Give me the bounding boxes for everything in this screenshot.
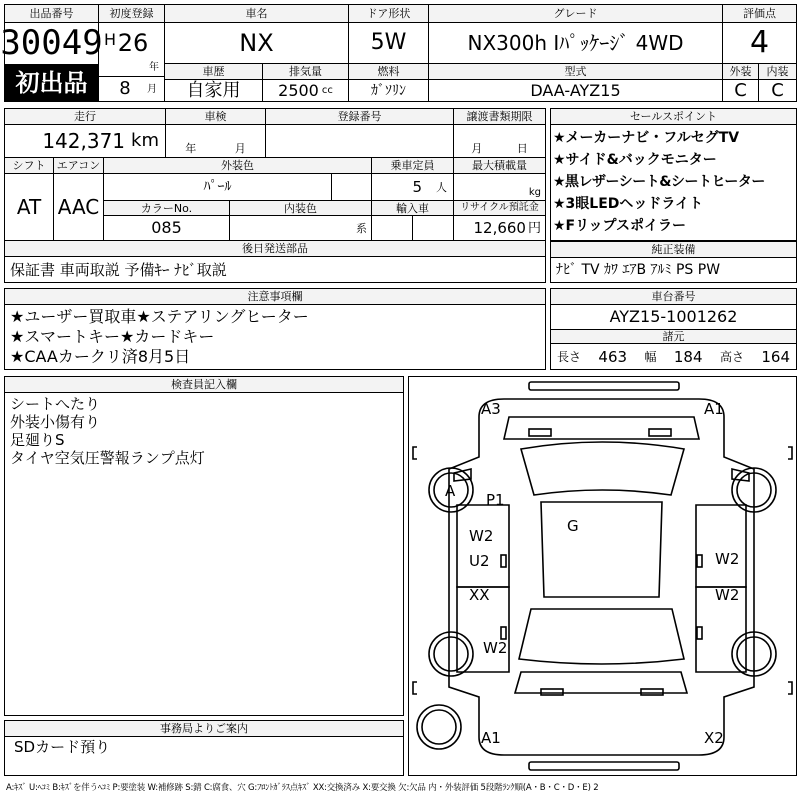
capacity: [371, 174, 453, 200]
note-line: ★CAAカークリ済8月5日: [10, 347, 191, 366]
exterior-label: 外装: [723, 64, 759, 80]
inspector-label: 検査員記入欄: [5, 377, 403, 393]
later-label: 後日発送部品: [5, 241, 545, 257]
transfer-day-unit: 日: [516, 142, 528, 155]
mark-a: A: [445, 482, 456, 500]
sales-point-item: ★サイド&バックモニター: [553, 152, 717, 168]
import-label: 輸入車: [371, 201, 453, 216]
notes-label: 注意事項欄: [5, 289, 545, 305]
month-unit: 月: [147, 84, 157, 95]
sales-points-list: [553, 127, 796, 237]
load: [453, 174, 545, 200]
fuel: ｶﾞｿﾘﾝ: [371, 82, 406, 99]
width-label: 幅: [644, 350, 657, 364]
era: H: [103, 30, 117, 49]
transfer-month-unit: 月: [471, 142, 483, 155]
sales-point-item: ★3眼LEDヘッドライト: [553, 196, 703, 212]
shift-label: シフト: [5, 158, 53, 174]
ac-label: エアコン: [53, 158, 103, 174]
inspector-line: シートへたり: [10, 395, 101, 413]
import-value: [371, 216, 412, 240]
shift: AT: [16, 195, 42, 219]
plate-value: [265, 125, 453, 157]
inspector-notes: [10, 395, 400, 467]
specs-row: [551, 345, 796, 369]
color-no-label: カラーNo.: [103, 201, 229, 216]
mileage-label: 走行: [5, 109, 165, 125]
capacity-value: 5: [412, 177, 422, 196]
mark-xx: XX: [469, 586, 490, 604]
later-items: 保証書 車両取説 予備ｷｰ ﾅﾋﾞ取説: [10, 260, 227, 279]
recycle: [453, 216, 545, 240]
mileage: [5, 125, 165, 157]
transfer-value: [453, 125, 545, 157]
grade-label: グレード: [429, 5, 722, 23]
interior-color-unit: 系: [356, 221, 367, 235]
lot-no-label: 出品番号: [5, 5, 98, 23]
inspector-line: 外装小傷有り: [10, 413, 101, 431]
import-value-2: [412, 216, 453, 240]
first-listing-badge: 初出品: [5, 64, 98, 101]
sales-point-item: ★黒レザーシート&シートヒーター: [553, 174, 765, 190]
model-name: NX: [239, 29, 274, 57]
load-label: 最大積載量: [453, 158, 545, 174]
office-text: SDカード預り: [14, 737, 111, 756]
length: 463: [598, 347, 628, 366]
score-label: 評価点: [723, 5, 796, 23]
legend: A:ｷｽﾞ U:ﾍｺﾐ B:ｷｽﾞを伴うﾍｺﾐ P:要塗装 W:補修跡 S:錆 C:腐食、穴 G:ﾌﾛﾝﾄｶﾞﾗｽ点ｷｽﾞ XX:交換済み X:要交換 欠:欠品 内・外装評価 5段階ﾗﾝｸ順(A・B・C・D・E) 2: [6, 782, 599, 793]
mark-w2-right-front: W2: [715, 550, 740, 568]
mark-w2-left-rear: W2: [483, 639, 508, 657]
transfer-label: 譲渡書類期限: [453, 109, 545, 125]
color: ﾊﾟｰﾙ: [103, 174, 331, 200]
inspector-line: タイヤ空気圧警報ランプ点灯: [10, 449, 205, 467]
model-type: DAA-AYZ15: [530, 80, 621, 100]
displacement-label: 排気量: [263, 64, 348, 80]
history: 自家用: [186, 79, 241, 101]
car-diagram: [409, 377, 796, 775]
grade: NX300h Iﾊﾟｯｹｰｼﾞ 4WD: [467, 31, 684, 55]
height: 164: [761, 347, 790, 366]
length-label: 長さ: [557, 350, 582, 364]
capacity-label: 乗車定員: [371, 158, 453, 174]
mark-u2: U2: [469, 552, 490, 570]
mark-a1-top: A1: [704, 400, 724, 418]
history-label: 車歴: [165, 64, 262, 80]
interior-color: [229, 216, 371, 240]
doors: 5W: [370, 30, 407, 55]
mark-w2-left-front: W2: [469, 527, 494, 545]
width: 184: [673, 347, 703, 366]
reg-year: 26: [117, 29, 149, 57]
office-label: 事務局よりご案内: [5, 721, 403, 737]
inspection-label: 車検: [165, 109, 265, 125]
sales-point-item: ★Fリップスポイラー: [553, 218, 686, 234]
specs-label: 諸元: [551, 329, 796, 344]
notes-list: [10, 307, 540, 367]
inspector-line: 足廻りS: [10, 431, 65, 449]
inspection-value: [165, 125, 265, 157]
mark-a1-bottom: A1: [481, 729, 501, 747]
mark-a3: A3: [481, 400, 501, 418]
mileage-value: 142,371: [42, 129, 126, 153]
load-unit: kg: [528, 187, 541, 198]
displacement-value: 2500: [278, 80, 319, 100]
displacement-unit: cc: [321, 84, 333, 96]
color-extra: [331, 174, 371, 200]
color-no: 085: [103, 216, 229, 240]
reg-month: 8: [119, 78, 131, 99]
mark-w2-right-rear: W2: [715, 586, 740, 604]
height-label: 高さ: [719, 350, 744, 364]
chassis-label: 車台番号: [551, 289, 796, 305]
doors-label: ドア形状: [349, 5, 428, 23]
mark-p1: P1: [486, 491, 505, 509]
lot-number: 30049: [0, 23, 103, 63]
model-label: 車名: [165, 5, 348, 23]
inspection-month-unit: 月: [234, 142, 246, 155]
type-label: 型式: [429, 64, 722, 80]
note-line: ★スマートキー★カードキー: [10, 327, 215, 346]
fuel-label: 燃料: [349, 64, 428, 80]
inspection-year-unit: 年: [185, 142, 197, 155]
score: 4: [749, 25, 770, 60]
recycle-value: 12,660: [473, 218, 526, 237]
year-unit: 年: [149, 62, 159, 73]
interior-label: 内装: [759, 64, 796, 80]
reg-year-label: 初度登録: [99, 5, 164, 23]
mileage-unit: km: [131, 130, 159, 151]
displacement: [263, 80, 348, 101]
recycle-label: リサイクル預託金: [453, 201, 545, 216]
equipment-value: ﾅﾋﾞ TV ｶﾜ ｴｱB ｱﾙﾐ PS PW: [556, 262, 721, 278]
interior-grade: C: [771, 79, 784, 101]
sales-points-label: セールスポイント: [551, 109, 796, 125]
mark-g: G: [567, 517, 579, 535]
chassis-number: AYZ15-1001262: [609, 307, 738, 326]
ac: AAC: [53, 174, 103, 240]
sales-point-item: ★メーカーナビ・フルセグTV: [553, 130, 740, 146]
mark-x2: X2: [704, 729, 724, 747]
plate-label: 登録番号: [265, 109, 453, 125]
recycle-unit: 円: [527, 220, 541, 236]
exterior-grade: C: [723, 80, 759, 101]
color-label: 外装色: [103, 158, 371, 174]
equipment-label: 純正装備: [551, 242, 796, 258]
capacity-unit: 人: [436, 180, 447, 194]
note-line: ★ユーザー買取車★ステアリングヒーター: [10, 307, 309, 326]
interior-color-label: 内装色: [229, 201, 371, 216]
